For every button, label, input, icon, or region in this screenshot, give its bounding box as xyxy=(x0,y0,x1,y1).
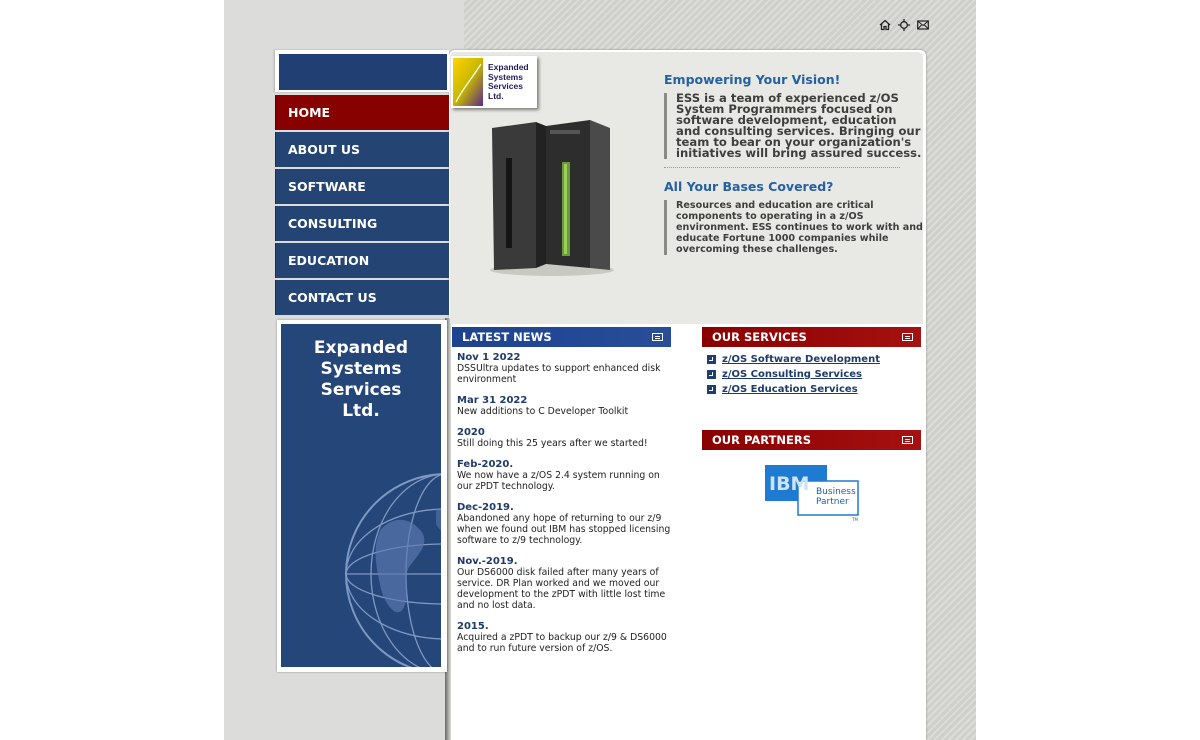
hero-heading-1: Empowering Your Vision! xyxy=(664,72,841,87)
news-text: We now have a z/OS 2.4 system running on our zPDT technology. xyxy=(457,470,660,492)
company-logo[interactable] xyxy=(451,56,537,108)
news-item xyxy=(457,352,671,385)
svg-text:Partner: Partner xyxy=(816,497,849,507)
mainframe-server-image xyxy=(486,118,616,278)
news-item xyxy=(457,395,671,417)
news-date: 2015. xyxy=(457,621,489,632)
hero-quote-1: ESS is a team of experienced z/OS System Programmers focused on software development, education and consulting services. Bringing our team to bear on your organization's initiatives will bring assured success. xyxy=(664,93,924,159)
news-item xyxy=(457,427,671,449)
news-text: DSSUltra updates to support enhanced disk environment xyxy=(457,363,661,385)
svg-text:IBM: IBM xyxy=(769,473,810,495)
arrow-bullet-icon xyxy=(707,385,716,394)
news-item xyxy=(457,621,671,654)
hero-quote-2: Resources and education are critical components to operating in a z/OS environment. ESS continues to work with and educate Fortune 1000 companies while overcoming these challenges. xyxy=(664,200,924,255)
service-link-education[interactable]: z/OS Education Services xyxy=(707,382,880,397)
sitemap-icon[interactable] xyxy=(897,18,910,31)
news-date: Dec-2019. xyxy=(457,502,514,513)
news-date: 2020 xyxy=(457,427,485,438)
logo-text: Expanded Systems Services Ltd. xyxy=(488,62,529,101)
service-link-software-development[interactable]: z/OS Software Development xyxy=(707,352,880,367)
services-list xyxy=(707,352,880,397)
news-list xyxy=(457,352,671,664)
latest-news-header: LATEST NEWS xyxy=(452,327,671,347)
news-item xyxy=(457,556,671,611)
main-nav xyxy=(275,95,449,317)
hero-divider xyxy=(664,167,900,168)
news-text: Our DS6000 disk failed after many years of service. DR Plan worked and we moved our development to the zPDT with little lost time and no lost data. xyxy=(457,567,666,611)
sidebar-banner xyxy=(277,320,447,672)
news-text: Acquired a zPDT to backup our z/9 & DS6000 and to run future version of z/OS. xyxy=(457,632,667,654)
news-item xyxy=(457,502,671,546)
rss-icon[interactable] xyxy=(902,436,913,444)
rss-icon[interactable] xyxy=(652,333,663,341)
news-date: Feb-2020. xyxy=(457,459,514,470)
hero-text xyxy=(664,72,924,255)
nav-item-home[interactable]: HOME xyxy=(275,95,449,130)
our-services-header: OUR SERVICES xyxy=(702,327,921,347)
our-partners-header: OUR PARTNERS xyxy=(702,430,921,450)
rss-icon[interactable] xyxy=(902,333,913,341)
svg-text:TM: TM xyxy=(852,517,858,522)
nav-header-cap xyxy=(275,50,449,92)
nav-item-consulting[interactable]: CONSULTING xyxy=(275,206,449,241)
news-text: New additions to C Developer Toolkit xyxy=(457,406,629,417)
nav-item-software[interactable]: SOFTWARE xyxy=(275,169,449,204)
logo-mark-icon xyxy=(453,58,483,106)
ibm-business-partner-logo[interactable] xyxy=(764,464,862,522)
hero-heading-2: All Your Bases Covered? xyxy=(664,179,834,194)
arrow-bullet-icon xyxy=(707,355,716,364)
globe-icon xyxy=(341,469,441,667)
top-utility-icons xyxy=(878,18,929,31)
news-text: Abandoned any hope of returning to our z/9 when we found out IBM has stopped licensing software to z/9 technology. xyxy=(457,513,671,546)
svg-text:Business: Business xyxy=(816,487,856,497)
news-text: Still doing this 25 years after we started! xyxy=(457,438,648,449)
nav-item-contact-us[interactable]: CONTACT US xyxy=(275,280,449,315)
news-date: Nov.-2019. xyxy=(457,556,518,567)
nav-item-about-us[interactable]: ABOUT US xyxy=(275,132,449,167)
mail-icon[interactable] xyxy=(916,18,929,31)
news-item xyxy=(457,459,671,492)
news-date: Nov 1 2022 xyxy=(457,352,521,363)
home-icon[interactable] xyxy=(878,18,891,31)
arrow-bullet-icon xyxy=(707,370,716,379)
sidebar-company-name: Expanded Systems Services Ltd. xyxy=(313,338,409,421)
service-link-consulting[interactable]: z/OS Consulting Services xyxy=(707,367,880,382)
nav-item-education[interactable]: EDUCATION xyxy=(275,243,449,278)
news-date: Mar 31 2022 xyxy=(457,395,528,406)
